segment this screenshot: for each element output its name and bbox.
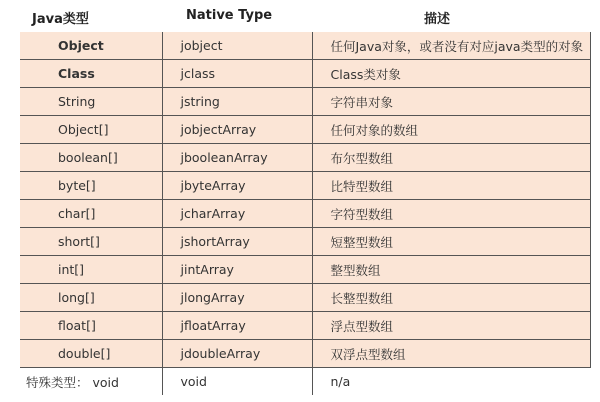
- type-mapping-table: [20, 32, 591, 395]
- description-cell: 字符串对象: [312, 88, 591, 116]
- native-type-cell: jfloatArray: [162, 312, 312, 340]
- description-cell: Class类对象: [312, 60, 591, 88]
- table-row: [20, 228, 591, 256]
- java-type-cell: long[]: [20, 284, 162, 312]
- description-cell: 短整型数组: [312, 228, 591, 256]
- table-row: [20, 200, 591, 228]
- table-row: [20, 172, 591, 200]
- description-cell: 浮点型数组: [312, 312, 591, 340]
- native-type-cell: jlongArray: [162, 284, 312, 312]
- table-row: [20, 312, 591, 340]
- description-cell: 任何Java对象，或者没有对应java类型的对象: [312, 32, 591, 60]
- description-cell: 字符型数组: [312, 200, 591, 228]
- native-type-cell: jobject: [162, 32, 312, 60]
- description-cell: n/a: [312, 368, 591, 396]
- header-native-type: Native Type: [186, 8, 273, 23]
- table-row: [20, 32, 591, 60]
- native-type-cell: void: [162, 368, 312, 396]
- java-type-cell: double[]: [20, 340, 162, 368]
- table-row: [20, 284, 591, 312]
- table-row: [20, 256, 591, 284]
- java-type-cell: String: [20, 88, 162, 116]
- native-type-cell: jobjectArray: [162, 116, 312, 144]
- java-type-cell: int[]: [20, 256, 162, 284]
- native-type-cell: jstring: [162, 88, 312, 116]
- native-type-cell: jbooleanArray: [162, 144, 312, 172]
- native-type-cell: jdoubleArray: [162, 340, 312, 368]
- java-type-cell: boolean[]: [20, 144, 162, 172]
- table-row: [20, 116, 591, 144]
- description-cell: 双浮点型数组: [312, 340, 591, 368]
- java-type-cell: Object[]: [20, 116, 162, 144]
- native-type-cell: jbyteArray: [162, 172, 312, 200]
- table-row: [20, 368, 591, 396]
- description-cell: 比特型数组: [312, 172, 591, 200]
- native-type-cell: jintArray: [162, 256, 312, 284]
- description-cell: 任何对象的数组: [312, 116, 591, 144]
- java-type-cell: 特殊类型： void: [20, 368, 162, 396]
- java-type-cell: float[]: [20, 312, 162, 340]
- header-description: 描述: [424, 12, 451, 27]
- description-cell: 整型数组: [312, 256, 591, 284]
- java-type-cell: Object: [20, 32, 162, 60]
- header-java-type: Java类型: [32, 12, 89, 27]
- description-cell: 布尔型数组: [312, 144, 591, 172]
- table-row: [20, 144, 591, 172]
- native-type-cell: jclass: [162, 60, 312, 88]
- native-type-cell: jshortArray: [162, 228, 312, 256]
- description-cell: 长整型数组: [312, 284, 591, 312]
- table-row: [20, 340, 591, 368]
- java-type-cell: char[]: [20, 200, 162, 228]
- native-type-cell: jcharArray: [162, 200, 312, 228]
- table-row: [20, 60, 591, 88]
- java-type-cell: short[]: [20, 228, 162, 256]
- java-type-cell: byte[]: [20, 172, 162, 200]
- java-type-cell: Class: [20, 60, 162, 88]
- table-row: [20, 88, 591, 116]
